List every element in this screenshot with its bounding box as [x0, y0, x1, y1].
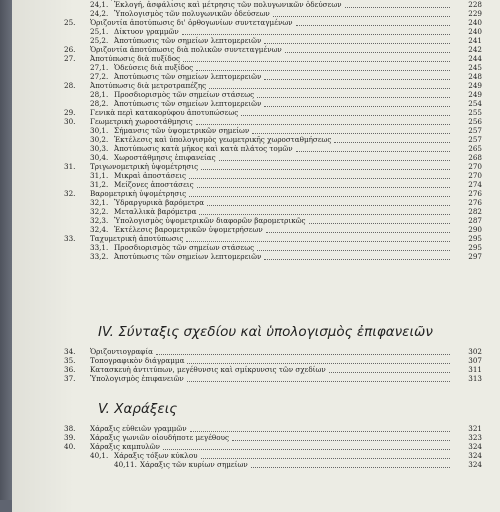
- toc-entry-title: Ὁριζοντία ἀποτύπωσις δι' ὀρθογωνίων συντεταγμένων: [90, 18, 293, 27]
- leader-dots: [264, 105, 450, 107]
- toc-entry-page: 276: [468, 189, 482, 198]
- book-page: [12, 0, 500, 512]
- toc-entry: [12, 225, 500, 234]
- toc-entry-number: 37.: [64, 374, 76, 383]
- leader-dots: [219, 159, 450, 161]
- leader-dots: [156, 353, 450, 355]
- toc-entry: [12, 0, 500, 9]
- leader-dots: [186, 240, 450, 242]
- toc-entry-title: Ἐκτέλεσις καὶ ὑπολογισμὸς γεωμετρικῆς χωροσταθμήσεως: [114, 135, 332, 144]
- toc-entry: [12, 45, 500, 54]
- toc-entry-number: 33.: [64, 234, 76, 243]
- toc-entry-page: 240: [468, 18, 482, 27]
- toc-entry-page: 241: [468, 36, 482, 45]
- toc-entry-number: 29.: [64, 108, 76, 117]
- toc-entry-number: 30,3.: [90, 144, 109, 153]
- toc-entry: [12, 9, 500, 18]
- leader-dots: [329, 371, 450, 373]
- toc-entry-page: 295: [468, 234, 482, 243]
- toc-entry-number: 27,1.: [90, 63, 109, 72]
- leader-dots: [196, 123, 450, 125]
- toc-entry-number: 24,1.: [90, 0, 109, 9]
- toc-entry-title: Χάραξις τόξων κύκλου: [114, 451, 198, 460]
- toc-entry-page: 323: [468, 433, 482, 442]
- leader-dots: [187, 380, 450, 382]
- leader-dots: [334, 141, 450, 143]
- toc-entry: [12, 347, 500, 356]
- toc-entry-number: 28,2.: [90, 99, 109, 108]
- toc-entry: [12, 135, 500, 144]
- toc-entry-page: 295: [468, 243, 482, 252]
- toc-entry-title: Ὑπολογισμὸς ὑψομετρικῶν διαφορῶν βαρομετρικῶς: [114, 216, 306, 225]
- toc-entry-page: 324: [468, 460, 482, 469]
- toc-entry-number: 32,4.: [90, 225, 109, 234]
- toc-entry-page: 229: [468, 9, 482, 18]
- toc-entry-page: 270: [468, 162, 482, 171]
- leader-dots: [266, 231, 450, 233]
- toc-entry: [12, 81, 500, 90]
- toc-entry-title: Σήμανσις τῶν ὑψομετρικῶν σημείων: [114, 126, 250, 135]
- toc-entry-number: 38.: [64, 424, 76, 433]
- toc-entry-page: 307: [468, 356, 482, 365]
- toc-entry-page: 265: [468, 144, 482, 153]
- toc-entry-number: 25,2.: [90, 36, 109, 45]
- toc-entry-title: Ἀποτύπωσις τῶν σημείων λεπτομερειῶν: [114, 72, 262, 81]
- leader-dots: [296, 24, 450, 26]
- toc-entry-number: 28.: [64, 81, 76, 90]
- toc-entry-number: 31,2.: [90, 180, 109, 189]
- toc-entry: [12, 171, 500, 180]
- leader-dots: [207, 204, 450, 206]
- toc-entry: [12, 126, 500, 135]
- toc-entry-page: 321: [468, 424, 482, 433]
- leader-dots: [257, 96, 450, 98]
- leader-dots: [285, 51, 450, 53]
- toc-entry: [12, 374, 500, 383]
- binding-shadow: [0, 0, 12, 500]
- toc-entry: [12, 27, 500, 36]
- toc-entry-number: 40,1.: [90, 451, 109, 460]
- toc-entry-number: 25,1.: [90, 27, 109, 36]
- toc-entry-number: 40,11.: [114, 460, 137, 469]
- toc-entry-page: 313: [468, 374, 482, 383]
- leader-dots: [273, 15, 450, 17]
- toc-entry-title: Τριγωνομετρικὴ ὑψομέτρησις: [90, 162, 199, 171]
- toc-entry-number: 36.: [64, 365, 76, 374]
- leader-dots: [209, 87, 450, 89]
- toc-entry-title: Γενικὰ περὶ κατακορύφου ἀποτυπώσεως: [90, 108, 239, 117]
- toc-entry: [12, 198, 500, 207]
- toc-entry: [12, 365, 500, 374]
- leader-dots: [163, 448, 450, 450]
- toc-entry-page: 276: [468, 198, 482, 207]
- toc-entry-number: 30,2.: [90, 135, 109, 144]
- toc-entry-page: 256: [468, 117, 482, 126]
- toc-entry: [12, 99, 500, 108]
- toc-entry-number: 33,2.: [90, 252, 109, 261]
- toc-entry-page: 297: [468, 252, 482, 261]
- leader-dots: [183, 60, 450, 62]
- toc-entry-title: Χωροστάθμησις ἐπιφανείας: [114, 153, 216, 162]
- toc-entry-page: 324: [468, 451, 482, 460]
- toc-entry-title: Ὁριζοντία ἀποτύπωσις διὰ πολικῶν συντεταγμένων: [90, 45, 282, 54]
- toc-entry-number: 34.: [64, 347, 76, 356]
- section-iv-title: IV. Σύνταξις σχεδίου καὶ ὑπολογισμὸς ἐπιφανειῶν: [98, 324, 433, 340]
- toc-entry: [12, 252, 500, 261]
- toc-entry-number: 33,1.: [90, 243, 109, 252]
- toc-entry-number: 27,2.: [90, 72, 109, 81]
- toc-entry-title: Ἐκλογή, ἀσφάλισις καὶ μέτρησις τῶν πολυγωνικῶν ὁδεύσεων: [114, 0, 342, 9]
- toc-entry-page: 240: [468, 27, 482, 36]
- toc-entry-number: 26.: [64, 45, 76, 54]
- toc-entry-number: 30,1.: [90, 126, 109, 135]
- toc-entry-title: Χάραξις καμπυλῶν: [90, 442, 161, 451]
- section-v-title: V. Χαράξεις: [98, 401, 178, 417]
- leader-dots: [296, 150, 450, 152]
- toc-entry-title: Ὑπολογισμὸς τῶν πολυγωνικῶν ὁδεύσεων: [114, 9, 270, 18]
- toc-entry-title: Χάραξις εὐθειῶν γραμμῶν: [90, 424, 187, 433]
- toc-entry: [12, 36, 500, 45]
- toc-entry-page: 302: [468, 347, 482, 356]
- toc-entry: [12, 144, 500, 153]
- toc-entry-title: Ὁδεύσεις διὰ πυξίδος: [114, 63, 194, 72]
- toc-entry-title: Χάραξις γωνιῶν οἱουδήποτε μεγέθους: [90, 433, 229, 442]
- toc-entry-page: 287: [468, 216, 482, 225]
- toc-entry-number: 27.: [64, 54, 76, 63]
- toc-entry-title: Ὑδραργυρικὰ βαρόμετρα: [114, 198, 205, 207]
- leader-dots: [197, 186, 450, 188]
- toc-entry: [12, 424, 500, 433]
- toc-entry-number: 39.: [64, 433, 76, 442]
- toc-entry-title: Βαρομετρικὴ ὑψομέτρησις: [90, 189, 187, 198]
- toc-entry-number: 32,2.: [90, 207, 109, 216]
- toc-entry-title: Ἐκτέλεσις βαρομετρικῶν ὑψομετρήσεων: [114, 225, 263, 234]
- toc-entry-page: 311: [468, 365, 482, 374]
- toc-entry-number: 24,2.: [90, 9, 109, 18]
- leader-dots: [199, 213, 450, 215]
- toc-entry-number: 28,1.: [90, 90, 109, 99]
- toc-entry-title: Ὑπολογισμὸς ἐπιφανειῶν: [90, 374, 184, 383]
- toc-entry: [12, 162, 500, 171]
- toc-entry-page: 244: [468, 54, 482, 63]
- toc-entry-title: Μικραὶ ἀποστάσεις: [114, 171, 186, 180]
- leader-dots: [241, 114, 450, 116]
- toc-entry: [12, 189, 500, 198]
- toc-entry-page: 268: [468, 153, 482, 162]
- toc-entry: [12, 180, 500, 189]
- leader-dots: [251, 466, 450, 468]
- leader-dots: [189, 195, 450, 197]
- toc-entry: [12, 18, 500, 27]
- toc-entry-title: Προσδιορισμὸς τῶν σημείων στάσεως: [114, 243, 255, 252]
- toc-entry-page: 257: [468, 126, 482, 135]
- toc-entry-page: 248: [468, 72, 482, 81]
- leader-dots: [201, 168, 450, 170]
- toc-entry: [12, 63, 500, 72]
- toc-entry-title: Δίκτυον γραμμῶν: [114, 27, 179, 36]
- toc-entry: [12, 153, 500, 162]
- toc-entry: [12, 451, 500, 460]
- toc-entry: [12, 207, 500, 216]
- toc-entry-number: 35.: [64, 356, 76, 365]
- toc-entry-page: 254: [468, 99, 482, 108]
- leader-dots: [264, 78, 450, 80]
- toc-entry-title: Ἀποτύπωσις διὰ πυξίδος: [90, 54, 181, 63]
- toc-entry: [12, 234, 500, 243]
- toc-entry-title: Ταχυμετρικὴ ἀποτύπωσις: [90, 234, 184, 243]
- toc-entry: [12, 108, 500, 117]
- leader-dots: [190, 430, 450, 432]
- toc-entry: [12, 90, 500, 99]
- toc-entry-title: Ἀποτύπωσις κατὰ μῆκος καὶ κατὰ πλάτος τομῶν: [114, 144, 293, 153]
- toc-entry-title: Μείζονες ἀποστάσεις: [114, 180, 194, 189]
- toc-entry: [12, 442, 500, 451]
- leader-dots: [232, 439, 450, 441]
- leader-dots: [182, 33, 450, 35]
- toc-entry-number: 31,1.: [90, 171, 109, 180]
- leader-dots: [187, 362, 450, 364]
- toc-entry-title: Ὁριζοντιογραφία: [90, 347, 154, 356]
- leader-dots: [201, 457, 450, 459]
- toc-entry-page: 245: [468, 63, 482, 72]
- toc-entry: [12, 460, 500, 469]
- toc-entry-page: 274: [468, 180, 482, 189]
- toc-entry-page: 228: [468, 0, 482, 9]
- toc-entry-number: 40.: [64, 442, 76, 451]
- toc-entry-number: 30,4.: [90, 153, 109, 162]
- leader-dots: [189, 177, 450, 179]
- toc-entry-title: Ἀποτύπωσις τῶν σημείων λεπτομερειῶν: [114, 99, 262, 108]
- toc-entry-number: 32.: [64, 189, 76, 198]
- toc-entry: [12, 356, 500, 365]
- toc-entry: [12, 72, 500, 81]
- toc-entry: [12, 117, 500, 126]
- toc-entry-page: 249: [468, 90, 482, 99]
- toc-entry-page: 282: [468, 207, 482, 216]
- toc-entry-page: 255: [468, 108, 482, 117]
- toc-entry: [12, 433, 500, 442]
- toc-entry-page: 249: [468, 81, 482, 90]
- toc-entry: [12, 243, 500, 252]
- toc-entry: [12, 54, 500, 63]
- toc-entry-number: 25.: [64, 18, 76, 27]
- toc-entry-title: Ἀποτύπωσις διὰ μετροτραπέζης: [90, 81, 207, 90]
- toc-entry-title: Ἀποτύπωσις τῶν σημείων λεπτομερειῶν: [114, 36, 262, 45]
- leader-dots: [264, 42, 450, 44]
- toc-entry-number: 32,3.: [90, 216, 109, 225]
- leader-dots: [196, 69, 450, 71]
- toc-entry-page: 324: [468, 442, 482, 451]
- leader-dots: [345, 6, 450, 8]
- toc-entry-title: Γεωμετρικὴ χωροστάθμησις: [90, 117, 193, 126]
- leader-dots: [252, 132, 450, 134]
- toc-entry-page: 290: [468, 225, 482, 234]
- toc-entry: [12, 216, 500, 225]
- toc-entry-title: Κατασκευὴ ἀντιτύπων, μεγέθυνσις καὶ σμίκρυνσις τῶν σχεδίων: [90, 365, 326, 374]
- toc-entry-title: Χάραξις τῶν κυρίων σημείων: [140, 460, 248, 469]
- toc-entry-number: 32,1.: [90, 198, 109, 207]
- leader-dots: [264, 258, 450, 260]
- toc-entry-page: 270: [468, 171, 482, 180]
- toc-entry-title: Ἀποτύπωσις τῶν σημείων λεπτομερειῶν: [114, 252, 262, 261]
- toc-entry-title: Μεταλλικὰ βαρόμετρα: [114, 207, 197, 216]
- leader-dots: [257, 249, 450, 251]
- toc-entry-title: Τοπογραφικὸν διάγραμμα: [90, 356, 185, 365]
- toc-entry-number: 30.: [64, 117, 76, 126]
- toc-entry-page: 242: [468, 45, 482, 54]
- toc-entry-number: 31.: [64, 162, 76, 171]
- toc-entry-page: 257: [468, 135, 482, 144]
- leader-dots: [309, 222, 450, 224]
- toc-entry-title: Προσδιορισμὸς τῶν σημείων στάσεως: [114, 90, 255, 99]
